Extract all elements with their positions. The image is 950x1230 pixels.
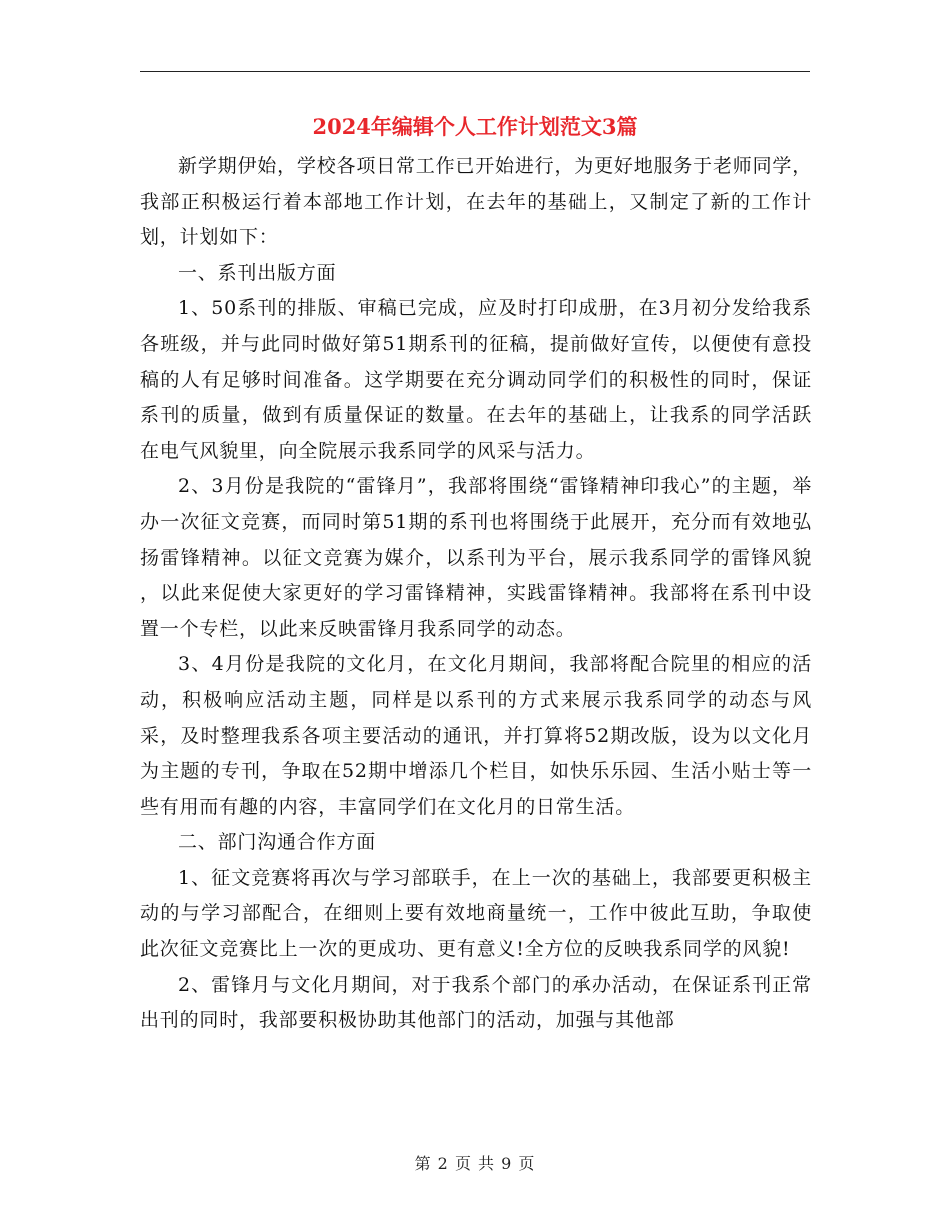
section-heading-publication: 一、系刊出版方面 — [178, 261, 337, 284]
paragraph-coop-2: 2、雷锋月与文化月期间，对于我系个部门的承办活动，在保证系刊正常出刊的同时，我部要积极协助其他部门的活动，加强与其他部 — [140, 973, 812, 1032]
section-heading-cooperation: 二、部门沟通合作方面 — [178, 831, 377, 854]
paragraph-item-2: 2、3月份是我院的“雷锋月”，我部将围绕“雷锋精神印我心”的主题，举办一次征文竞赛，而同时第51期的系刊也将围绕于此展开，充分而有效地弘扬雷锋精神。以征文竞赛为媒介，以系刊为平台，展示我系同学的雷锋风貌 ，以此来促使大家更好的学习雷锋精神，实践雷锋精神。我部将在系刊中设置一个专栏，以此来反映雷锋月我系同学的动态。 — [140, 475, 812, 640]
paragraph-item-1: 1、50系刊的排版、审稿已完成，应及时打印成册，在3月初分发给我系各班级，并与此同时做好第51期系刊的征稿，提前做好宣传，以便使有意投稿的人有足够时间准备。这学期要在充分调动同学们的积极性的同时，保证系刊的质量，做到有质量保证的数量。在去年的基础上，让我系的同学活跃在电气风貌里，向全院展示我系同学的风采与活力。 — [140, 297, 812, 462]
document-body — [140, 149, 812, 1039]
page-footer: 第 2 页 共 9 页 — [414, 1154, 536, 1173]
paragraph-item-3: 3、4月份是我院的文化月，在文化月期间，我部将配合院里的相应的活动，积极响应活动主题，同样是以系刊的方式来展示我系同学的动态与风采，及时整理我系各项主要活动的通讯，并打算将52期改版，设为以文化月为主题的专刊，争取在52期中增添几个栏目，如快乐乐园、生活小贴士等一些有用而有趣的内容，丰富同学们在文化月的日常生活。 — [140, 653, 812, 818]
paragraph-intro: 新学期伊始，学校各项日常工作已开始进行，为更好地服务于老师同学，我部正积极运行着本部地工作计划，在去年的基础上，又制定了新的工作计划，计划如下： — [140, 155, 812, 249]
document-title: 2024年编辑个人工作计划范文3篇 — [312, 114, 638, 139]
header-rule — [140, 71, 810, 72]
paragraph-coop-1: 1、征文竞赛将再次与学习部联手，在上一次的基础上，我部要更积极主动的与学习部配合，在细则上要有效地商量统一，工作中彼此互助，争取使此次征文竞赛比上一次的更成功、更有意义!全方位的反映我系同学的风貌! — [140, 866, 812, 961]
